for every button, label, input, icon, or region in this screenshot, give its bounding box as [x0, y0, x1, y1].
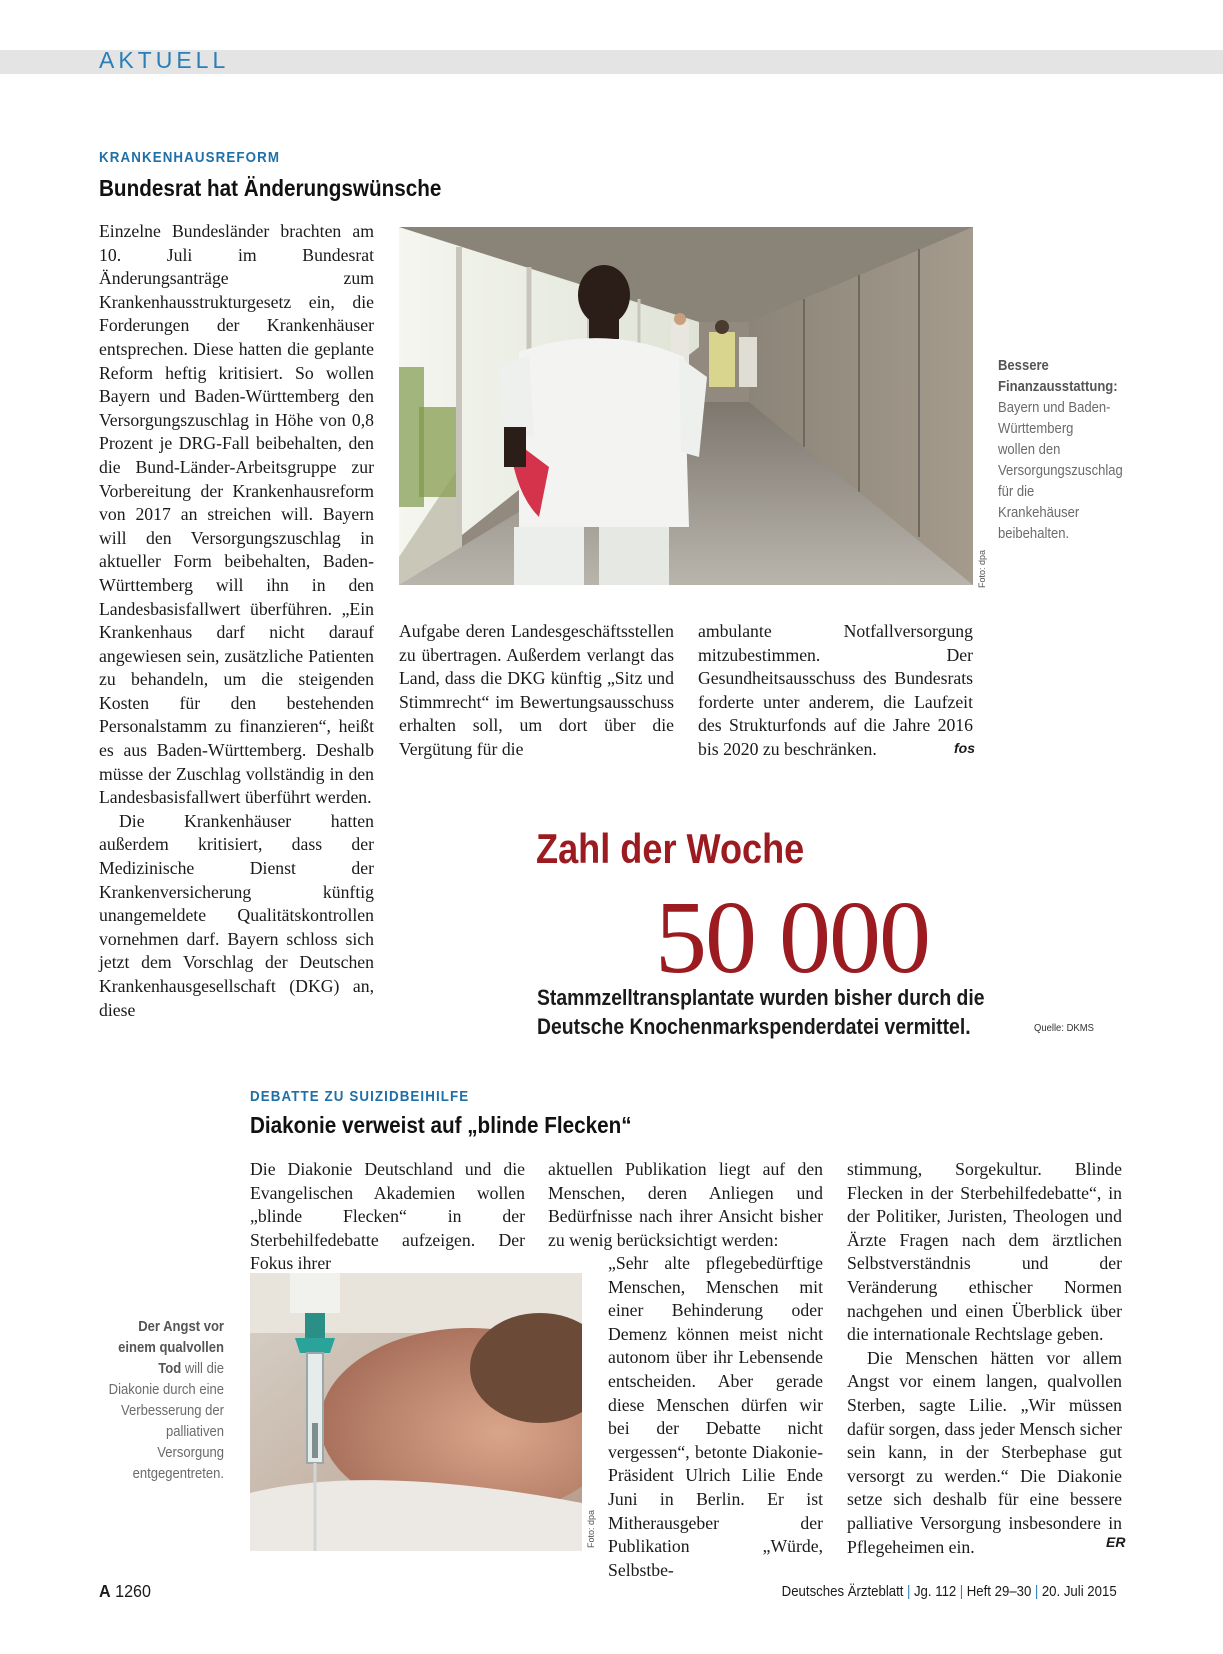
section-label: AKTUELL [99, 47, 230, 73]
footer-journal: Deutsches Ärzteblatt [781, 1583, 904, 1600]
page-number-value: 1260 [115, 1581, 151, 1601]
page-prefix: A [99, 1581, 111, 1601]
article1-column-1 [99, 220, 374, 1022]
article1-kicker: KRANKENHAUSREFORM [99, 150, 281, 166]
number-of-week-value: 50 000 [655, 880, 929, 995]
article1-caption-bold: Bessere Finanzausstattung: [998, 358, 1118, 395]
article2-column-2-top [548, 1158, 823, 1252]
article1-paragraph: Die Krankenhäuser hatten außerdem kritisiert, dass der Medizinische Dienst der Krankenversicherung künftig unangemeldete Qualitätskontrollen vornehmen darf. Bayern schloss sich jetzt dem Vorschlag der Deutschen Krankenhausgesellschaft (DKG) an, diese [99, 810, 374, 1020]
article1-paragraph: Aufgabe deren Landesgeschäftsstellen zu übertragen. Außerdem verlangt das Land, dass die DKG künftig „Sitz und Stimmrecht“ im Bewertungsausschuss erhalten soll, um dort über die Vergütung für die [399, 621, 674, 759]
infusion-patient-photo [250, 1273, 582, 1551]
article1-paragraph: ambulante Notfallversorgung mitzubestimmen. Der Gesundheitsausschuss des Bundesrats forderte unter anderem, die Laufzeit des Strukturfonds auf die Jahre 2016 bis 2020 zu beschränken. [698, 621, 973, 759]
footer-separator: | [907, 1583, 911, 1600]
hospital-corridor-photo [399, 227, 973, 585]
article2-column-1 [250, 1158, 525, 1276]
article2-title: Diakonie verweist auf „blinde Flecken“ [250, 1112, 632, 1138]
footer-separator: | [1035, 1583, 1039, 1600]
article2-paragraph: Die Diakonie Deutschland und die Evangelischen Akademien wollen „blinde Flecken“ in der Sterbehilfedebatte aufzeigen. Der Fokus ihrer [250, 1159, 525, 1274]
article2-column-2-bottom [608, 1252, 823, 1582]
article1-photo-credit: Foto: dpa [977, 549, 987, 588]
footer-date: 20. Juli 2015 [1042, 1583, 1117, 1600]
article1-signature: fos [954, 740, 975, 756]
number-of-week-text: Stammzelltransplantate wurden bisher durch die Deutsche Knochenmarkspenderdatei vermittel. [537, 985, 985, 1039]
article2-kicker: DEBATTE ZU SUIZIDBEIHILFE [250, 1089, 470, 1105]
article2-caption-bold: Der Angst vor einem qualvollen Tod [118, 1319, 224, 1377]
article2-caption-text: will die Diakonie durch eine Verbesserung der palliativen Versorgung entgegentreten. [108, 1361, 224, 1482]
footer-issue: Heft 29–30 [967, 1583, 1032, 1600]
article1-column-3 [698, 620, 973, 762]
footer-volume: Jg. 112 [914, 1583, 957, 1600]
article2-paragraph: „Sehr alte pflegebedürftige Menschen, Menschen mit einer Behinderung oder Demenz können meist nicht autonom über ihr Lebensende entscheiden. Aber gerade diese Menschen dürfen wir bei der Debatte nicht vergessen“, betonte Diakonie-Präsident Ulrich Lilie Ende Juni in Berlin. Er ist Mitherausgeber der Publikation „Würde, Selbstbe- [608, 1253, 823, 1580]
article2-column-3 [847, 1158, 1122, 1559]
article2-photo-credit: Foto: dpa [586, 1509, 596, 1548]
number-of-week-title: Zahl der Woche [536, 825, 805, 872]
page-number [99, 1581, 151, 1602]
article2-caption [107, 1317, 224, 1485]
article2-paragraph: aktuellen Publikation liegt auf den Menschen, deren Anliegen und Bedürfnisse nach ihrer Ansicht bisher zu wenig berücksichtigt werden: [548, 1159, 823, 1250]
footer-separator: | [960, 1583, 964, 1600]
article1-caption-text: Bayern und Baden-Württemberg wollen den Versorgungszuschlag für die Krankehäuser beibehalten. [998, 400, 1123, 542]
footer-journal-info [782, 1583, 1117, 1600]
article2-signature: ER [1106, 1534, 1126, 1550]
article1-column-2 [399, 620, 674, 762]
article1-title: Bundesrat hat Änderungswünsche [99, 175, 442, 201]
article2-paragraph: Die Menschen hätten vor allem Angst vor einem langen, qualvollen Sterben, sagte Lilie. „Wir müssen dafür sorgen, dass jeder Mensch sicher sein kann, in der Sterbephase gut versorgt zu werden.“ Die Diakonie setze sich deshalb für eine bessere palliative Versorgung insbesondere in Pflegeheimen ein. [847, 1347, 1122, 1557]
article2-paragraph: stimmung, Sorgekultur. Blinde Flecken in der Sterbehilfedebatte“, in der Politiker, Juristen, Theologen und Ärzte Fragen nach dem ärztlichen Selbstverständnis und der Veränderung ethischer Normen nachgehen und einen Überblick über die internationale Rechtslage geben. [847, 1159, 1122, 1345]
article1-paragraph: Einzelne Bundesländer brachten am 10. Juli im Bundesrat Änderungsanträge zum Krankenhausstrukturgesetz ein, die Forderungen der Krankenhäuser entsprechen. Diese hatten die geplante Reform heftig kritisiert. So wollen Bayern und Baden-Württemberg den Versorgungszuschlag in Höhe von 0,8 Prozent je DRG-Fall beibehalten, den die Bund-Länder-Arbeitsgruppe zur Vorbereitung der Krankenhausreform von 2017 an streichen will. Bayern will den Versorgungszuschlag in aktueller Form beibehalten, Baden-Württemberg will ihn in den Landesbasisfallwert überführen. „Ein Krankenhaus darf nicht darauf angewiesen sein, zusätzliche Patienten zu behandeln, um die steigenden Kosten für den bestehenden Personalstamm zu finanzieren“, heißt es aus Baden-Württemberg. Deshalb müsse der Zuschlag vollständig in den Landesbasisfallwert überführt werden. [99, 221, 374, 808]
article1-caption [998, 356, 1123, 545]
number-of-week-source: Quelle: DKMS [1034, 1022, 1094, 1034]
